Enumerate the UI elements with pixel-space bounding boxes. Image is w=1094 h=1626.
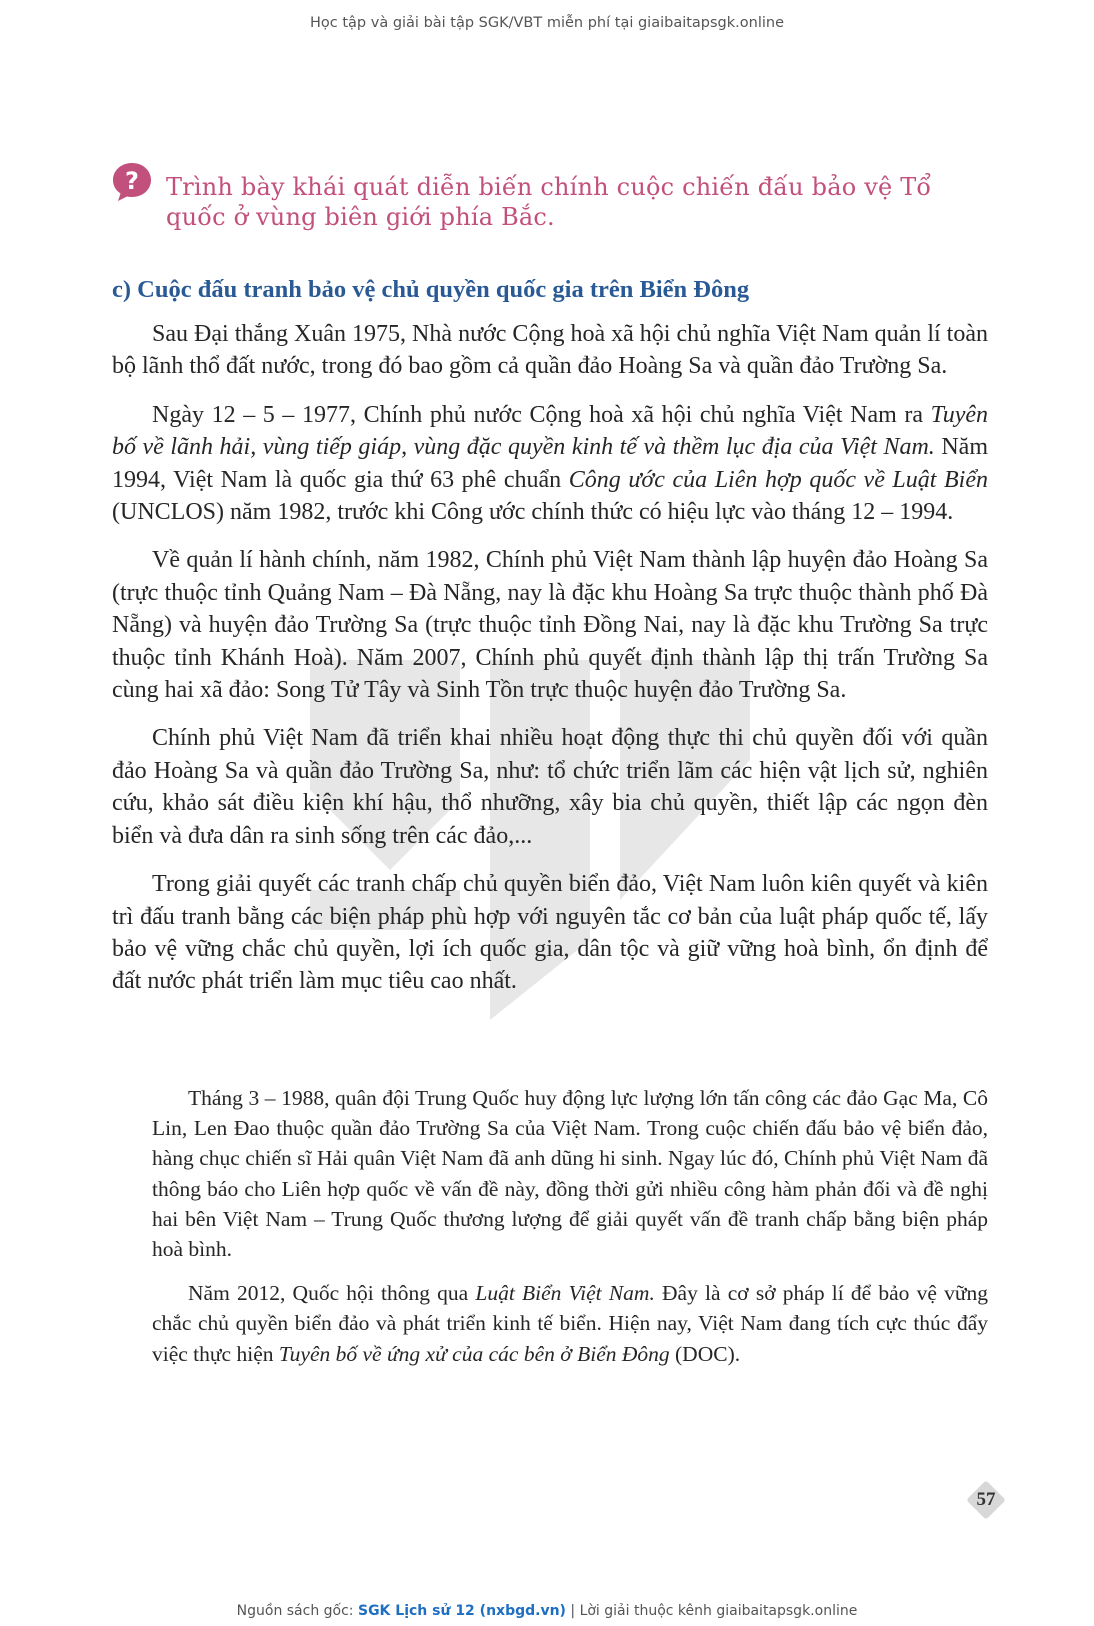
svg-text:?: ?: [125, 167, 139, 195]
paragraph-3: Về quản lí hành chính, năm 1982, Chính phủ Việt Nam thành lập huyện đảo Hoàng Sa (trực thuộc tỉnh Quảng Nam – Đà Nẵng, nay là đặc khu Hoàng Sa trực thuộc thành phố Đà Nẵng) và huyện đảo Trường Sa (trực thuộc tỉnh Đồng Nai, nay là đặc khu Trường Sa trực thuộc tỉnh Khánh Hoà). Năm 2007, Chính phủ quyết định thành lập thị trấn Trường Sa cùng hai xã đảo: Song Tử Tây và Sinh Tồn trực thuộc huyện đảo Trường Sa.: [112, 547, 988, 704]
body-text: [112, 318, 988, 1014]
page-number: 57: [976, 1489, 996, 1510]
paragraph-1: Sau Đại thắng Xuân 1975, Nhà nước Cộng hoà xã hội chủ nghĩa Việt Nam quản lí toàn bộ lãnh thổ đất nước, trong đó bao gồm cả quần đảo Hoàng Sa và quần đảo Trường Sa.: [112, 321, 988, 380]
top-banner: Học tập và giải bài tập SGK/VBT miễn phí tại giaibaitapsgk.online: [310, 15, 784, 31]
question-mark-icon: [110, 160, 154, 204]
footer-suffix: | Lời giải thuộc kênh giaibaitapsgk.online: [565, 1603, 858, 1619]
note-1: Tháng 3 – 1988, quân đội Trung Quốc huy động lực lượng lớn tấn công các đảo Gạc Ma, Cô Lin, Len Đao thuộc quần đảo Trường Sa của Việt Nam. Trong cuộc chiến đấu bảo vệ biển đảo, hàng chục chiến sĩ Hải quân Việt Nam đã anh dũng hi sinh. Ngay lúc đó, Chính phủ Việt Nam đã thông báo cho Liên hợp quốc về vấn đề này, đồng thời gửi nhiều công hàm phản đối và đề nghị hai bên Việt Nam – Trung Quốc thương lượng để giải quyết vấn đề tranh chấp bằng biện pháp hoà bình.: [152, 1086, 988, 1262]
paragraph-2-text: Ngày 12 – 5 – 1977, Chính phủ nước Cộng hoà xã hội chủ nghĩa Việt Nam ra: [152, 401, 931, 428]
paragraph-4: Chính phủ Việt Nam đã triển khai nhiều hoạt động thực thi chủ quyền đối với quần đảo Hoàng Sa và quần đảo Trường Sa, như: tổ chức triển lãm các hiện vật lịch sử, nghiên cứu, khảo sát điều kiện khí hậu, thổ nhưỡng, xây bia chủ quyền, thiết lập các ngọn đèn biển và đưa dân ra sinh sống trên các đảo,...: [112, 725, 988, 849]
footer: [0, 1603, 1094, 1619]
note-2-text: Năm 2012, Quốc hội thông qua: [188, 1281, 476, 1306]
paragraph-2-text: (UNCLOS) năm 1982, trước khi Công ước chính thức có hiệu lực vào tháng 12 – 1994.: [112, 499, 954, 526]
page-number-badge: [966, 1480, 1006, 1520]
note-2-text: Đây là cơ sở pháp lí để bảo vệ vững chắc chủ quyền biển đảo và phát triển kinh tế biển. Hiện nay, Việt Nam đang tích cực thúc đẩy việc thực hiện: [152, 1281, 988, 1366]
declaration-title: Tuyên bố về lãnh hải, vùng tiếp giáp, vùng đặc quyền kinh tế và thềm lục địa của Việt Nam.: [112, 401, 988, 461]
paragraph-2: [112, 399, 988, 529]
paragraph-2-text: Năm 1994, Việt Nam là quốc gia thứ 63 phê chuẩn: [112, 434, 988, 493]
question-text: Trình bày khái quát diễn biến chính cuộc chiến đấu bảo vệ Tổ quốc ở vùng biên giới phía Bắc.: [166, 173, 932, 231]
question-block: [110, 160, 970, 232]
section-heading: c) Cuộc đấu tranh bảo vệ chủ quyền quốc gia trên Biển Đông: [112, 276, 750, 303]
supplementary-notes: [152, 1083, 988, 1383]
note-2-text: (DOC).: [669, 1341, 741, 1366]
footer-source-link[interactable]: SGK Lịch sử 12 (nxbgd.vn): [357, 1603, 566, 1619]
note-2: [152, 1278, 988, 1369]
paragraph-5: Trong giải quyết các tranh chấp chủ quyền biển đảo, Việt Nam luôn kiên quyết và kiên trì đấu tranh bằng các biện pháp phù hợp với nguyên tắc cơ bản của luật pháp quốc tế, lấy bảo vệ vững chắc chủ quyền, lợi ích quốc gia, dân tộc và giữ vững hoà bình, ổn định để đất nước phát triển làm mục tiêu cao nhất.: [112, 871, 988, 995]
law-title: Luật Biển Việt Nam.: [475, 1281, 655, 1306]
doc-title: Tuyên bố về ứng xử của các bên ở Biển Đông: [278, 1341, 670, 1366]
unclos-title: Công ước của Liên hợp quốc về Luật Biển: [568, 466, 988, 493]
footer-prefix: Nguồn sách gốc:: [236, 1603, 358, 1619]
